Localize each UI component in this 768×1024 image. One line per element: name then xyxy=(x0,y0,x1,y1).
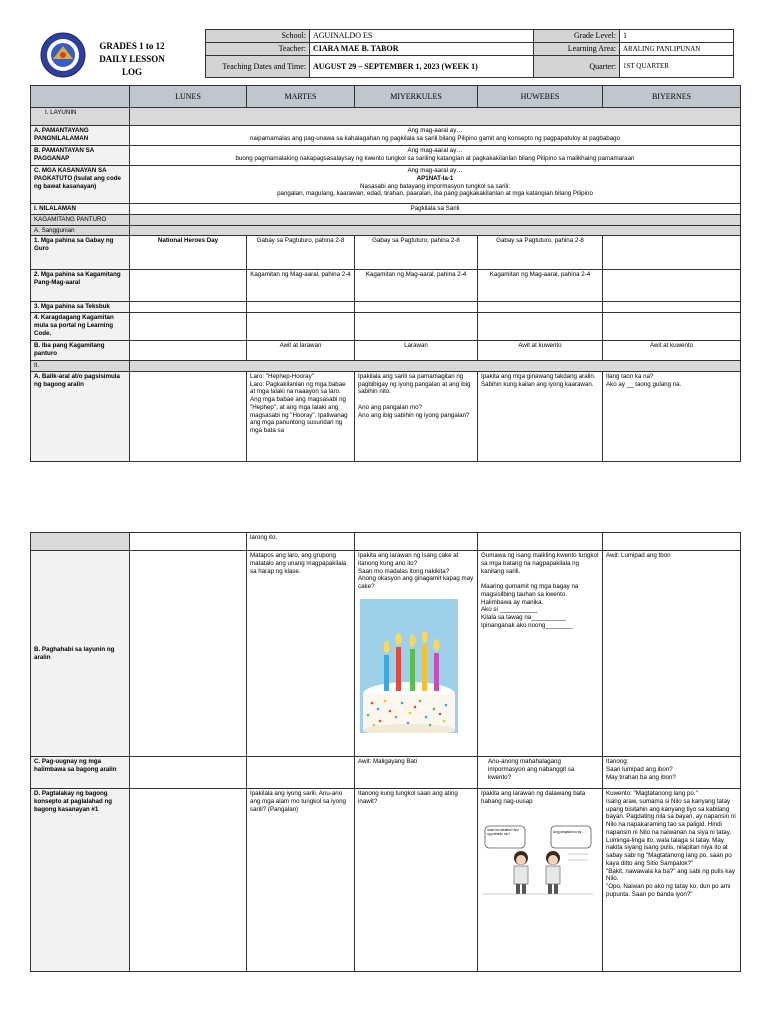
pag-uugnay-label: C. Pag-uugnay ng mga halimbawa sa bagong aralin xyxy=(31,757,130,789)
pag-uugnay-martes xyxy=(247,757,355,789)
kagamitan-mag-huwebes: Kagamitan ng Mag-aaral, pahina 2-4 xyxy=(478,270,603,302)
title-line-1: GRADES 1 to 12 xyxy=(99,41,165,51)
pag-uugnay-huwebes: Anu-anong mahahalagang impormasyon ang nabanggit sa kwento? xyxy=(478,757,603,789)
balik-aral-label: A. Balik-aral at/o pagsisimula ng bagong aralin xyxy=(31,371,130,461)
paghahabi-huwebes: Gumawa ng isang maikling kwento tungkol sa mga batang na nagpapakilala ng kanilang sarili. Maaring gumamit ng mga bagay na magsisilbing tauhan sa kwento. Halimbawa ay manika. Ako si ___________ Kilala sa tawag na__________ Ipinanganak ako noong________ xyxy=(478,551,603,757)
balik-biyernes: Ilang taon ka na? Ako ay __ taong gulang na. xyxy=(603,371,741,461)
gabay-martes: Gabay sa Pagtuturo, pahina 2-8 xyxy=(247,236,355,270)
cont-martes: larong ito. xyxy=(247,533,355,551)
pag-uugnay-lunes xyxy=(130,757,247,789)
speech-bubble-right: Ang pangalan ko ay ... xyxy=(553,829,585,834)
pagtalakay-biyernes: Kuwento: "Magtatanong lang po." Isang araw, sumama si Nilo sa kanyang tatay upang bisitahin ang kanyang tiyo sa kabilang bayan. Pagdating nila sa bayan, ay napansin ni Nilo na napakaraming tao sa paligid. Hindi napansin ni Nilo na naiwanan na siya ni tatay. Luminga-linga ito, wala talaga si tatay. May nakita siyang isang pulis, nilapitan niya ito at sabay sabi ng "Magtatanong lang po, saan po kaya ditto ang Sitio Sampalok?" "Bakit, nawawala ka ba?" ang sabi ng pulis kay Nilo. "Opo, Naiwan po ako ng tatay ko, dun po ami pupunta. Saan po banda iyon?" xyxy=(603,789,741,972)
balik-huwebes: Ipakita ang mga ginawang takdang aralin. Sabihin kung kailan ang iyong kaarawan. xyxy=(478,371,603,461)
grade-value: 1 xyxy=(620,30,734,43)
header-info-table xyxy=(205,29,734,78)
kasanayan-label: C. MGA KASANAYAN SA PAGKATUTO (Isulat ang code ng bawat kasanayan) xyxy=(31,166,130,204)
pagtalakay-martes: Ipakilala ang iyong sarili. Anu-ano ang mga alam mo tungkol sa iyong sarili? (Pangalan) xyxy=(247,789,355,972)
gabay-huwebes: Gabay sa Pagtuturo, pahina 2-8 xyxy=(478,236,603,270)
cont-biyernes xyxy=(603,533,741,551)
paghahabi-miyerkules: Ipakita ang larawan ng isang cake at itanong kung ano ito? Saan mo madalas itong nakikita? Anong okasyon ang ginagamit kapag may cake? xyxy=(358,552,474,590)
kagamitan-mag-miyerkules: Kagamitan ng Mag-aaral, pahina 2-4 xyxy=(355,270,478,302)
pagtalakay-huwebes-cell xyxy=(478,789,603,972)
day-header-huwebes: HUWEBES xyxy=(478,86,603,108)
lesson-table-page-1 xyxy=(30,85,741,462)
dates-label: Teaching Dates and Time: xyxy=(206,56,310,78)
sanggunian-label: A. Sanggunian xyxy=(31,225,130,236)
day-header-miyerkules: MIYERKULES xyxy=(355,86,478,108)
iba-huwebes: Awit at kuwento xyxy=(478,341,603,361)
paghahabi-martes: Matapos ang laro, ang grupong matatalo ang unang magpapakilala sa harap ng klase. xyxy=(247,551,355,757)
day-header-biyernes: BIYERNES xyxy=(603,86,741,108)
days-header-row xyxy=(31,86,741,108)
pag-uugnay-biyernes: Itanong: Saan lumipad ang ibon? May tirahan ba ang ibon? xyxy=(603,757,741,789)
quarter-label: Quarter: xyxy=(534,56,620,78)
gabay-miyerkules: Gabay sa Pagtuturo, pahina 2-8 xyxy=(355,236,478,270)
pagtalakay-lunes xyxy=(130,789,247,972)
iba-pang-kagamitan-label: B. Iba pang Kagamitang panturo xyxy=(31,341,130,361)
area-label: Learning Area: xyxy=(534,43,620,56)
iba-martes: Awit at larawan xyxy=(247,341,355,361)
lesson-table-page-2 xyxy=(30,532,741,972)
pamantayan-sa-pagganap-label: B. PAMANTAYAN SA PAGGANAP xyxy=(31,146,130,166)
nilalaman-label: I. NILALAMAN xyxy=(31,204,130,215)
kagamitan-mag-biyernes xyxy=(603,270,741,302)
pamantayang-pangnilalaman-label: A. PAMANTAYANG PANGNILALAMAN xyxy=(31,126,130,146)
cont-huwebes xyxy=(478,533,603,551)
dates-value: AUGUST 29 – SEPTEMBER 1, 2023 (WEEK 1) xyxy=(310,56,534,78)
balik-lunes xyxy=(130,371,247,461)
deped-seal xyxy=(40,32,86,78)
teacher-value: CIARA MAE B. TABOR xyxy=(310,43,534,56)
paghahabi-lunes xyxy=(130,551,247,757)
area-value: ARALING PANLIPUNAN xyxy=(620,43,734,56)
pagtalakay-label: D. Pagtalakay ng bagong konsepto at paglalahad ng bagong kasanayan #1 xyxy=(31,789,130,972)
pamantayan-sa-pagganap-text: Ang mag-aaral ay… buong pagmamalaking nakapagsasalaysay ng kwento tungkol sa sariling katangian at pagkakakilanlan bilang Pilipino sa malikhaing pamamaraan xyxy=(130,146,741,166)
kagamitan-mag-lunes xyxy=(130,270,247,302)
kagamitan-panturo-label: KAGAMITANG PANTURO xyxy=(31,214,130,225)
cont-lunes xyxy=(130,533,247,551)
iba-lunes xyxy=(130,341,247,361)
speech-bubble-left: Saan ka nakatira? Ano ng paborito mo? xyxy=(487,827,520,836)
pagtalakay-miyerkules: Itanong kung tungkol saan ang ating inawit? xyxy=(355,789,478,972)
kasanayan-text: Ang mag-aaral ay… AP1NAT-Ia-1 Nasasabi ang batayang impormasyon tungkol sa sarili: pangalan, magulang, kaarawan, edad, tirahan, paaralan, iba pang pagkakakilanlan at mga katangian bilang Pilipino xyxy=(130,166,741,204)
day-header-lunes: LUNES xyxy=(130,86,247,108)
pagtalakay-huwebes: Ipakita ang larawan ng dalawang bata habang nag-uusap xyxy=(481,790,586,805)
two-kids-talking-image xyxy=(483,824,593,896)
day-header-martes: MARTES xyxy=(247,86,355,108)
teacher-label: Teacher: xyxy=(206,43,310,56)
gabay-ng-guro-label: 1. Mga pahina sa Gabay ng Guro xyxy=(31,236,130,270)
nilalaman-text: Pagkilala sa Sarili xyxy=(130,204,741,215)
iba-miyerkules: Larawan xyxy=(355,341,478,361)
section-ii-label: II. xyxy=(31,361,130,372)
dll-title xyxy=(92,40,172,79)
cont-miyerkules xyxy=(355,533,478,551)
grade-label: Grade Level: xyxy=(534,30,620,43)
paghahabi-biyernes: Awit: Lumipad ang Ibon xyxy=(603,551,741,757)
karagdagang-kagamitan-label: 4. Karagdagang Kagamitan mula sa portal ng Learning Code. xyxy=(31,313,130,341)
gabay-biyernes xyxy=(603,236,741,270)
quarter-value: 1ST QUARTER xyxy=(620,56,734,78)
balik-miyerkules: Ipakilala ang sarili sa pamamagitan ng pagbibigay ng iyong pangalan at ang ibig sabihin nito. Ano ang pangalan mo? Ano ang ibig sabihin ng iyong pangalan? xyxy=(355,371,478,461)
teksbuk-label: 3. Mga pahina sa Teksbuk xyxy=(31,302,130,313)
kagamitan-mag-martes: Kagamitan ng Mag-aaral, pahina 2-4 xyxy=(247,270,355,302)
school-label: School: xyxy=(206,30,310,43)
title-line-2: DAILY LESSON LOG xyxy=(99,54,165,77)
iba-biyernes: Awit at kuwento xyxy=(603,341,741,361)
paghahabi-miyerkules-cell xyxy=(355,551,478,757)
balik-martes: Laro: "Hephep-Hooray" Laro: Pagkakilanlan ng mga babae at mga lalaki na naaayon sa laro. Ang mga babae ang magsasabi ng "Hephep", at ang mga lalaki ang magsasabi ng "Hooray". Ipaliwanag ang mga panuntong susundan ng mga bata sa xyxy=(247,371,355,461)
pag-uugnay-miyerkules: Awit: Maligayang Bati xyxy=(355,757,478,789)
school-value: AGUINALDO ES xyxy=(310,30,534,43)
pamantayang-pangnilalaman-text: Ang mag-aaral ay… naipamamalas ang pag-unawa sa kahalagahan ng pagkilala sa sarili bilang Pilipino gamit ang konsepto ng pagpapatuloy at pagbabago xyxy=(130,126,741,146)
gabay-lunes: National Heroes Day xyxy=(130,236,247,270)
layunin-label: I. LAYUNIN xyxy=(31,108,130,126)
paghahabi-label: B. Paghahabi sa layunin ng aralin xyxy=(31,551,130,757)
kagamitang-mag-aaral-label: 2. Mga pahina sa Kagamitang Pang-Mag-aaral xyxy=(31,270,130,302)
birthday-cake-image xyxy=(360,599,458,733)
